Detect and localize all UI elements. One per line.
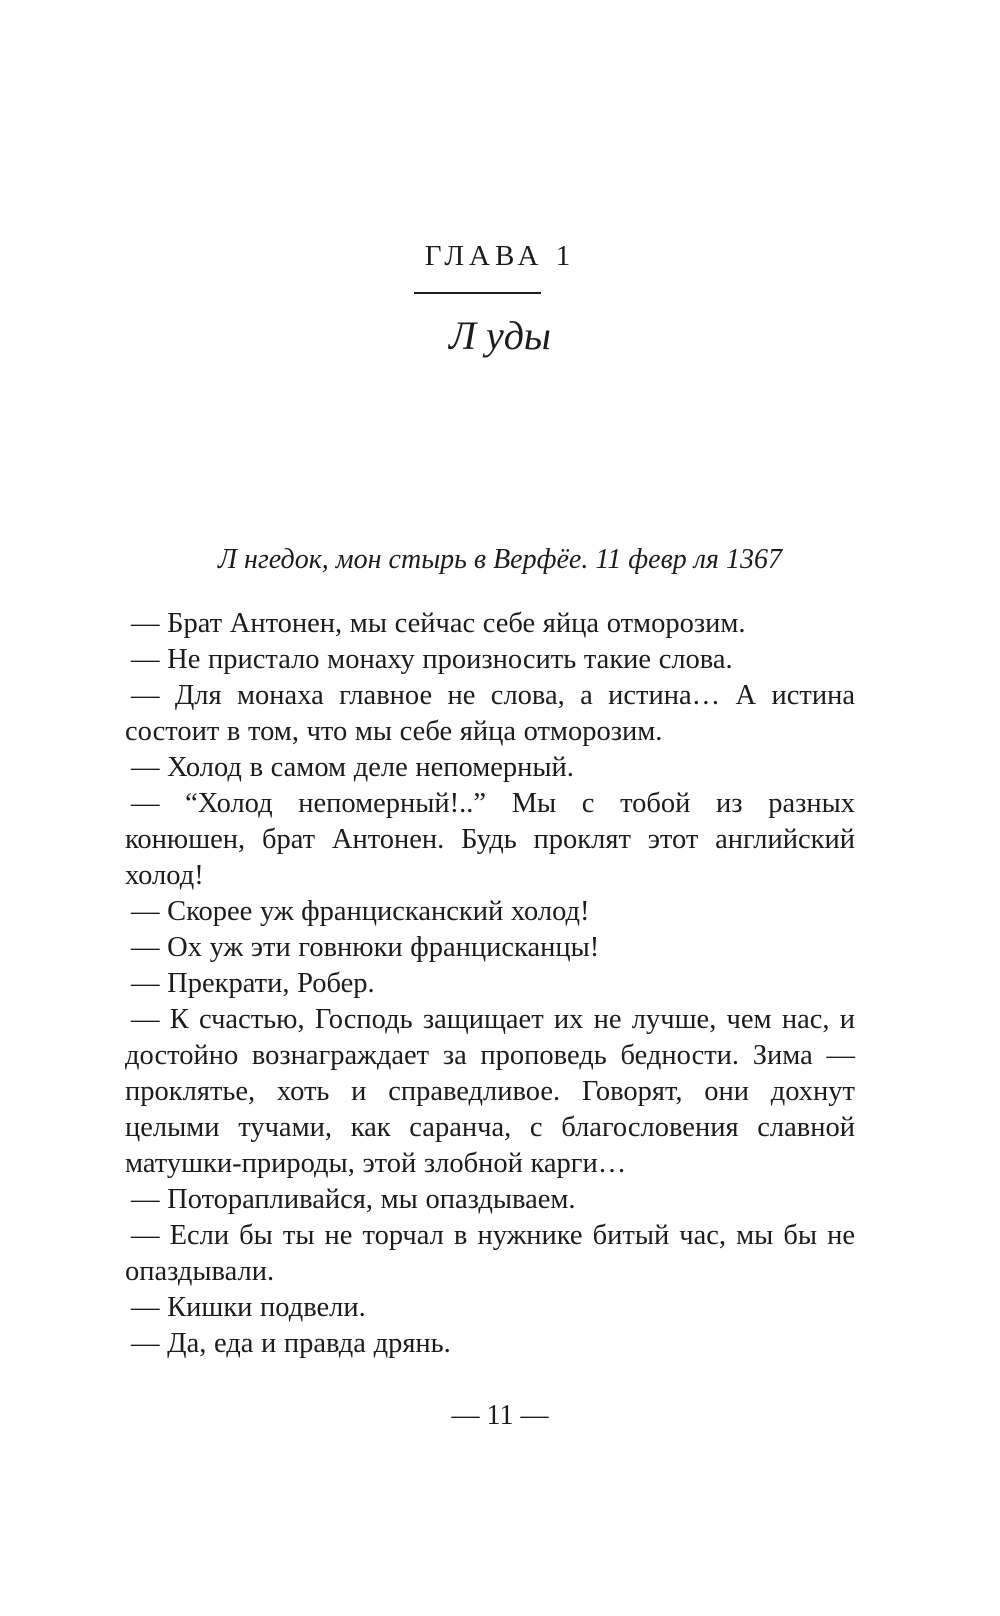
chapter-title: Л уды <box>448 313 552 358</box>
paragraph: — Если бы ты не торчал в нужнике битый час, мы бы не опаздывали. <box>125 1220 855 1287</box>
paragraph: — Скорее уж францисканский холод! <box>131 896 590 927</box>
paragraph: — Для монаха главное не слова, а истина… А истина состоит в том, что мы себе яйца отморозим. <box>125 680 855 747</box>
paragraph: — Да, еда и правда дрянь. <box>131 1328 451 1359</box>
paragraph: — Брат Антонен, мы сейчас себе яйца отморозим. <box>131 608 746 639</box>
paragraph: — Поторапливайся, мы опаздываем. <box>131 1184 576 1215</box>
paragraph: — Ох уж эти говнюки францисканцы! <box>131 932 600 963</box>
paragraph: — Прекрати, Робер. <box>131 968 375 999</box>
page-number: — 11 — <box>451 1400 549 1431</box>
body-text <box>125 606 855 1362</box>
paragraph: — Не пристало монаху произносить такие слова. <box>131 644 733 675</box>
chapter-divider <box>414 292 541 294</box>
paragraph: — Холод в самом деле непомерный. <box>131 752 574 783</box>
paragraph: — “Холод непомерный!..” Мы с тобой из разных конюшен, брат Антонен. Будь проклят этот английский холод! <box>125 788 855 891</box>
paragraph: — К счастью, Господь защищает их не лучше, чем нас, и достойно вознаграждает за проповедь бедности. Зима — проклятье, хоть и справедливое. Говорят, они дохнут целыми тучами, как саранча, с благословения славной матушки-природы, этой злобной карги… <box>125 1004 855 1179</box>
chapter-label: ГЛАВА 1 <box>424 240 576 272</box>
epigraph: Л нгедок, мон стырь в Верфёе. 11 февр ля 1367 <box>218 544 782 575</box>
paragraph: — Кишки подвели. <box>131 1292 366 1323</box>
